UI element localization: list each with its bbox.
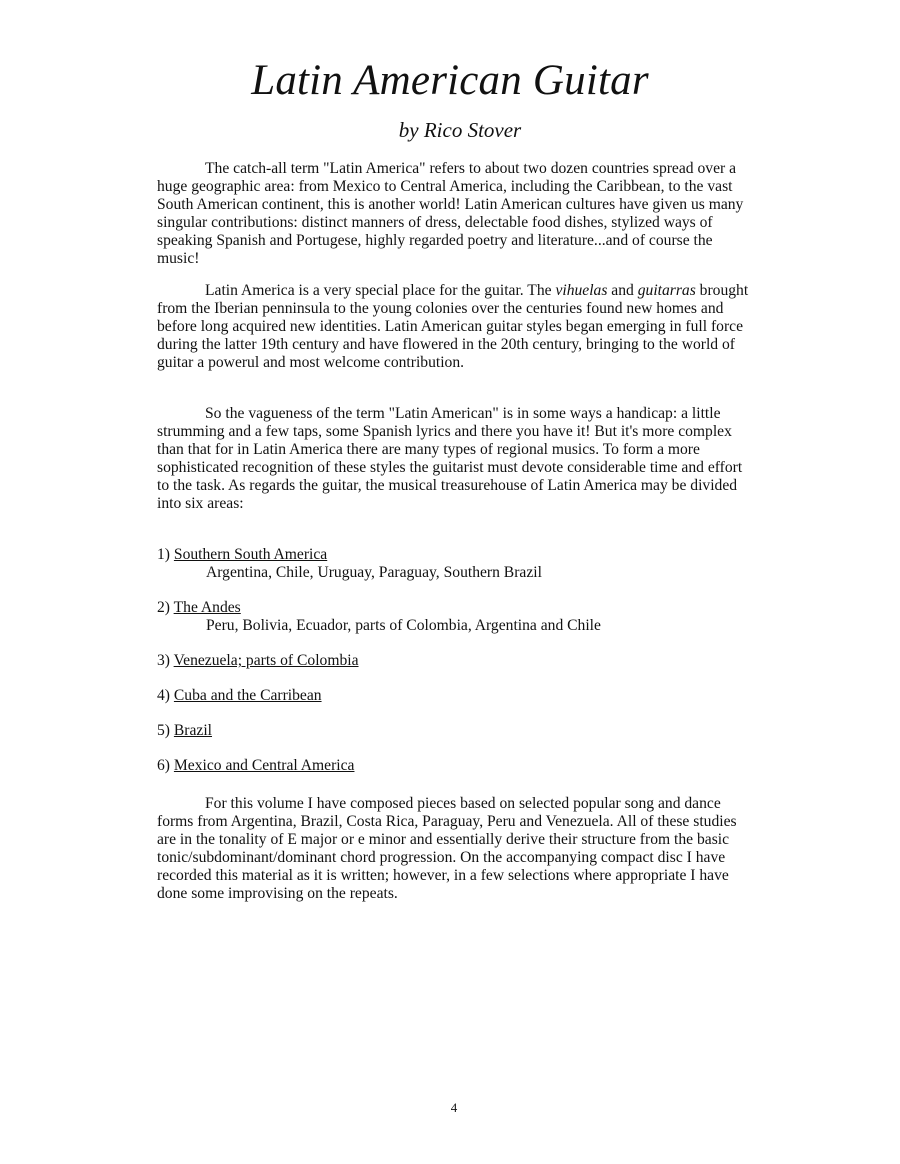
- paragraph-2-text-c: brought from the Iberian penninsula to the young colonies over the centuries found new homes and before long acquired new identities. Latin American guitar styles began emerging in full force during the latter 19th century and have flowered in the 20th century, bringing to the world of guitar a powerul and most welcome contribution.: [157, 282, 749, 371]
- area-name: Brazil: [173, 722, 213, 739]
- list-item: [157, 599, 757, 635]
- areas-list-container: [157, 546, 757, 792]
- area-detail: Argentina, Chile, Uruguay, Paraguay, Southern Brazil: [206, 564, 542, 581]
- list-item: [157, 757, 757, 775]
- area-number: 3): [157, 652, 170, 669]
- paragraph-1: The catch-all term "Latin America" refers to about two dozen countries spread over a huge geographic area: from Mexico to Central America, including the Caribbean, to the vast South American continent, this is another world! Latin American cultures have given us many singular contributions: distinct manners of dress, delectable food dishes, stylized ways of speaking Spanish and Portugese, highly regarded poetry and literature...and of course the music!: [157, 160, 744, 267]
- volume-paragraph: [157, 795, 757, 903]
- list-item: [157, 652, 757, 670]
- area-number: 6): [157, 757, 170, 774]
- area-number: 1): [157, 546, 170, 563]
- paragraph-2: [157, 282, 757, 372]
- paragraph-3: So the vagueness of the term "Latin American" is in some ways a handicap: a little strumming and a few taps, some Spanish lyrics and there you have it! But it's more complex than that for in Latin America there are many types of regional musics. To form a more sophisticated recognition of these styles the guitarist must devote considerable time and effort to the task. As regards the guitar, the musical treasurehouse of Latin America may be divided into six areas:: [157, 405, 743, 512]
- area-name: Southern South America: [173, 546, 328, 563]
- page-title: Latin American Guitar: [251, 57, 649, 104]
- area-number: 2): [157, 599, 170, 616]
- area-name: Cuba and the Carribean: [173, 687, 322, 704]
- area-detail: Peru, Bolivia, Ecuador, parts of Colombia, Argentina and Chile: [206, 617, 601, 634]
- area-number: 4): [157, 687, 170, 704]
- paragraph-2-italic-vihuelas: vihuelas: [555, 282, 608, 299]
- page-number: 4: [450, 1100, 458, 1115]
- area-name: Mexico and Central America: [173, 757, 355, 774]
- area-name: Venezuela; parts of Colombia: [173, 652, 359, 669]
- area-name: The Andes: [173, 599, 241, 616]
- guitar-paragraph: [157, 282, 757, 372]
- area-number: 5): [157, 722, 170, 739]
- list-item: [157, 722, 757, 740]
- paragraph-4: For this volume I have composed pieces based on selected popular song and dance forms from Argentina, Brazil, Costa Rica, Paraguay, Peru and Venezuela. All of these studies are in the tonality of E major or e minor and essentially derive their structure from the basic tonic/subdominant/dominant chord progression. On the accompanying compact disc I have recorded this material as it is written; however, in a few selections where appropriate I have done some improvising on the repeats.: [157, 795, 737, 902]
- intro-paragraph: [157, 160, 757, 268]
- vagueness-paragraph: [157, 405, 757, 513]
- author-byline: by Rico Stover: [398, 118, 522, 142]
- paragraph-2-text-a: Latin America is a very special place for the guitar. The: [205, 282, 556, 299]
- list-item: [157, 687, 757, 705]
- list-item: [157, 546, 757, 582]
- paragraph-2-italic-guitarras: guitarras: [637, 282, 696, 299]
- areas-list: [157, 546, 757, 775]
- paragraph-2-text-b: and: [607, 282, 638, 299]
